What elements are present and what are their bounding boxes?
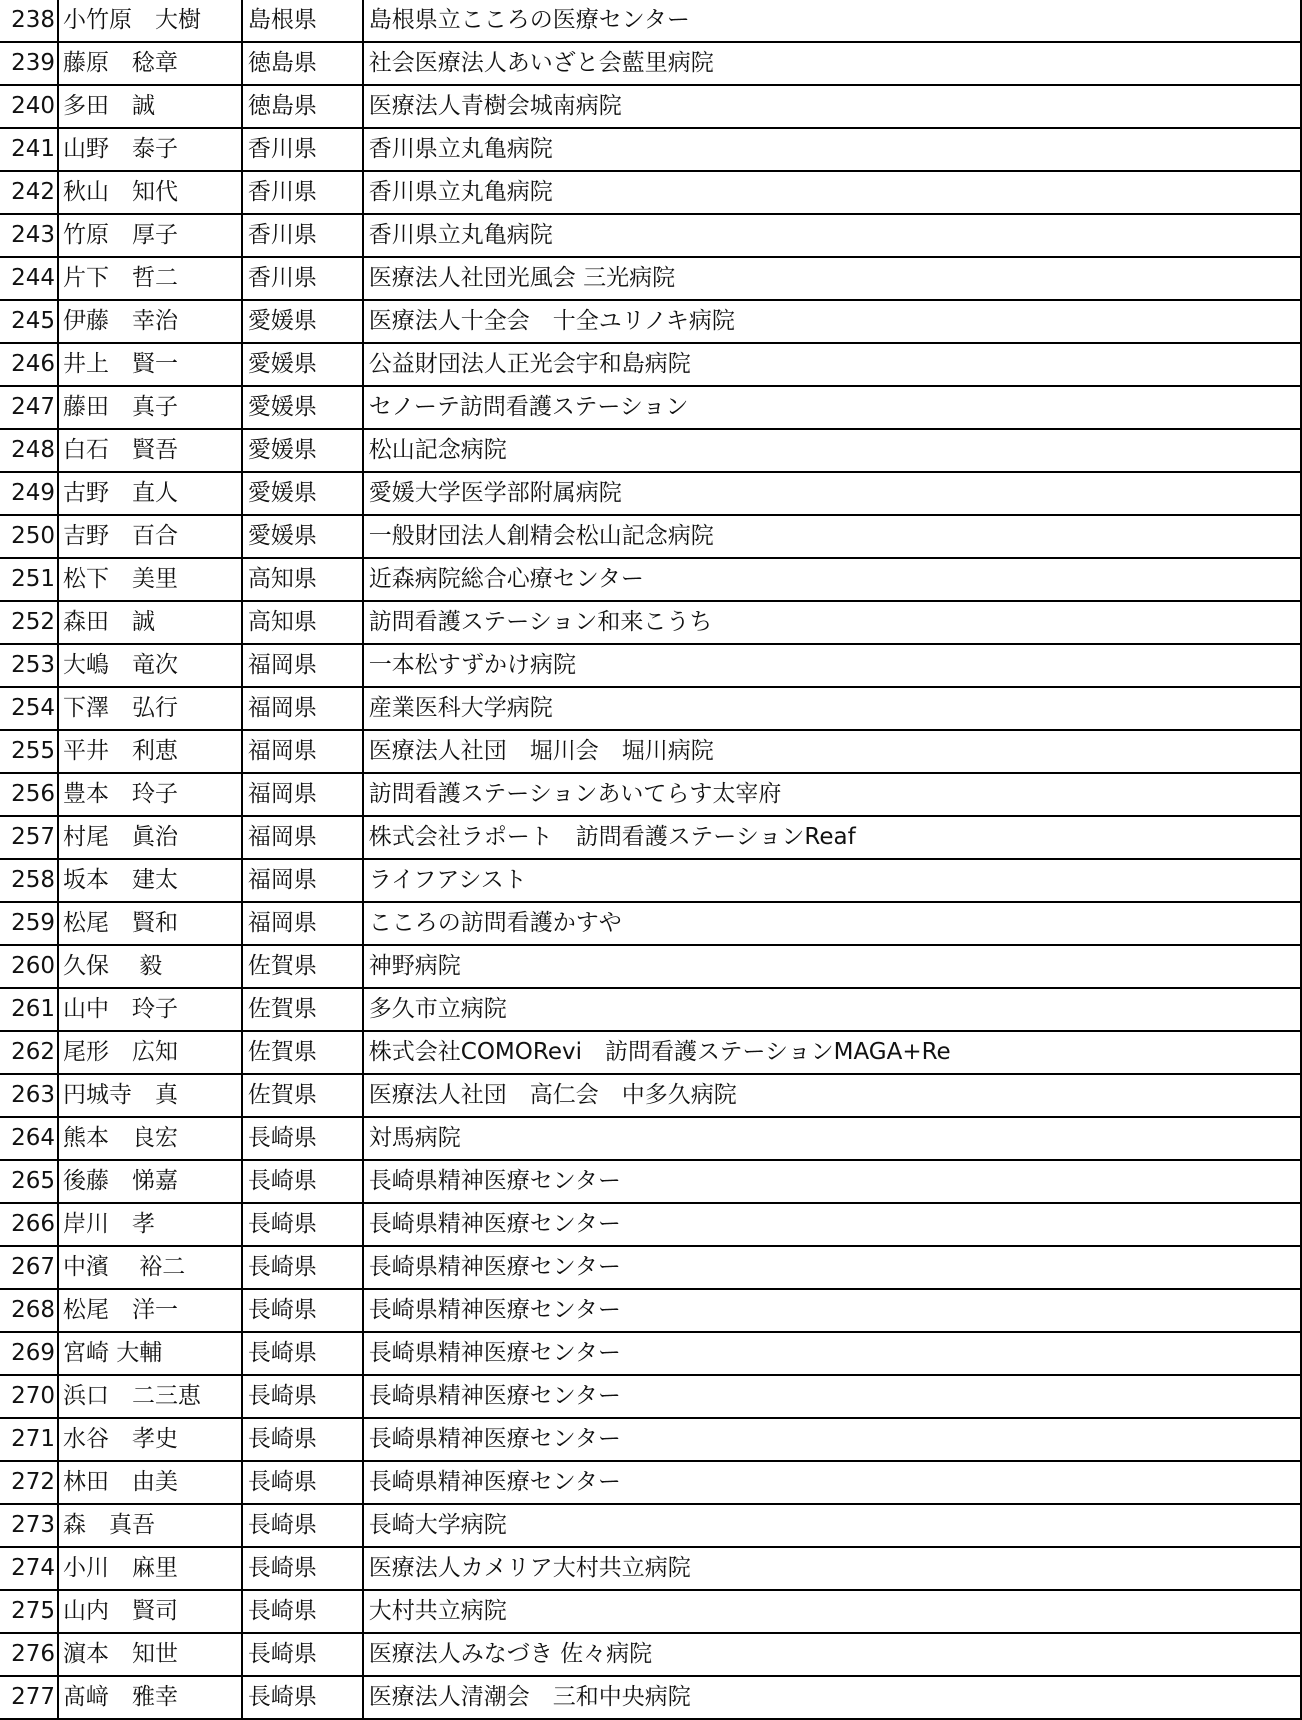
row-number-cell: 264 [0,1117,58,1160]
table-row [0,1246,1301,1289]
organization-cell: 株式会社COMORevi 訪問看護ステーションMAGA+Re [363,1031,1301,1074]
organization-cell: 長崎県精神医療センター [363,1289,1301,1332]
table-row [0,1504,1301,1547]
organization-cell: 松山記念病院 [363,429,1301,472]
name-cell: 宮崎 大輔 [58,1332,242,1375]
row-number-cell: 277 [0,1676,58,1719]
prefecture-cell: 福岡県 [242,644,363,687]
row-number-cell: 266 [0,1203,58,1246]
prefecture-cell: 愛媛県 [242,515,363,558]
row-number-cell: 276 [0,1633,58,1676]
table-row [0,1418,1301,1461]
prefecture-cell: 長崎県 [242,1160,363,1203]
prefecture-cell: 愛媛県 [242,386,363,429]
name-cell: 小川 麻里 [58,1547,242,1590]
table-row [0,214,1301,257]
organization-cell: 長崎県精神医療センター [363,1203,1301,1246]
row-number-cell: 238 [0,0,58,42]
table-row [0,42,1301,85]
row-number-cell: 270 [0,1375,58,1418]
organization-cell: 訪問看護ステーションあいてらす太宰府 [363,773,1301,816]
prefecture-cell: 香川県 [242,257,363,300]
table-row [0,1031,1301,1074]
prefecture-cell: 長崎県 [242,1547,363,1590]
name-cell: 白石 賢吾 [58,429,242,472]
table-row [0,300,1301,343]
prefecture-cell: 高知県 [242,558,363,601]
row-number-cell: 265 [0,1160,58,1203]
name-cell: 水谷 孝史 [58,1418,242,1461]
organization-cell: 長崎県精神医療センター [363,1461,1301,1504]
prefecture-cell: 長崎県 [242,1461,363,1504]
row-number-cell: 239 [0,42,58,85]
table-row [0,515,1301,558]
name-cell: 小竹原 大樹 [58,0,242,42]
row-number-cell: 257 [0,816,58,859]
name-cell: 多田 誠 [58,85,242,128]
table-row [0,945,1301,988]
organization-cell: 医療法人社団光風会 三光病院 [363,257,1301,300]
prefecture-cell: 徳島県 [242,85,363,128]
prefecture-cell: 長崎県 [242,1504,363,1547]
row-number-cell: 256 [0,773,58,816]
organization-cell: 長崎大学病院 [363,1504,1301,1547]
prefecture-cell: 長崎県 [242,1676,363,1719]
name-cell: 熊本 良宏 [58,1117,242,1160]
prefecture-cell: 長崎県 [242,1203,363,1246]
table-row [0,171,1301,214]
row-number-cell: 243 [0,214,58,257]
organization-cell: 医療法人社団 堀川会 堀川病院 [363,730,1301,773]
organization-cell: 医療法人社団 高仁会 中多久病院 [363,1074,1301,1117]
organization-cell: 香川県立丸亀病院 [363,171,1301,214]
organization-cell: ライフアシスト [363,859,1301,902]
prefecture-cell: 長崎県 [242,1633,363,1676]
row-number-cell: 252 [0,601,58,644]
organization-cell: 香川県立丸亀病院 [363,214,1301,257]
prefecture-cell: 福岡県 [242,773,363,816]
organization-cell: 一本松すずかけ病院 [363,644,1301,687]
row-number-cell: 245 [0,300,58,343]
organization-cell: 株式会社ラポート 訪問看護ステーションReaf [363,816,1301,859]
prefecture-cell: 佐賀県 [242,1074,363,1117]
organization-cell: 対馬病院 [363,1117,1301,1160]
organization-cell: 医療法人カメリア大村共立病院 [363,1547,1301,1590]
name-cell: 下澤 弘行 [58,687,242,730]
row-number-cell: 271 [0,1418,58,1461]
table-row [0,1547,1301,1590]
row-number-cell: 263 [0,1074,58,1117]
organization-cell: 長崎県精神医療センター [363,1375,1301,1418]
name-cell: 井上 賢一 [58,343,242,386]
name-cell: 松下 美里 [58,558,242,601]
prefecture-cell: 福岡県 [242,730,363,773]
row-number-cell: 248 [0,429,58,472]
name-cell: 山中 玲子 [58,988,242,1031]
table-row [0,1203,1301,1246]
name-cell: 尾形 広知 [58,1031,242,1074]
name-cell: 古野 直人 [58,472,242,515]
name-cell: 松尾 洋一 [58,1289,242,1332]
organization-cell: 長崎県精神医療センター [363,1246,1301,1289]
prefecture-cell: 福岡県 [242,687,363,730]
organization-cell: 長崎県精神医療センター [363,1160,1301,1203]
table-row [0,988,1301,1031]
name-cell: 岸川 孝 [58,1203,242,1246]
prefecture-cell: 愛媛県 [242,300,363,343]
prefecture-cell: 長崎県 [242,1590,363,1633]
prefecture-cell: 長崎県 [242,1289,363,1332]
table-row [0,1461,1301,1504]
name-cell: 濵本 知世 [58,1633,242,1676]
row-number-cell: 269 [0,1332,58,1375]
table-row [0,1332,1301,1375]
row-number-cell: 244 [0,257,58,300]
row-number-cell: 259 [0,902,58,945]
table-row [0,644,1301,687]
name-cell: 中濱 裕二 [58,1246,242,1289]
row-number-cell: 274 [0,1547,58,1590]
row-number-cell: 258 [0,859,58,902]
name-cell: 浜口 二三恵 [58,1375,242,1418]
prefecture-cell: 長崎県 [242,1117,363,1160]
name-cell: 林田 由美 [58,1461,242,1504]
name-cell: 片下 哲二 [58,257,242,300]
organization-cell: 一般財団法人創精会松山記念病院 [363,515,1301,558]
prefecture-cell: 長崎県 [242,1418,363,1461]
row-number-cell: 251 [0,558,58,601]
name-cell: 秋山 知代 [58,171,242,214]
table-row [0,859,1301,902]
name-cell: 竹原 厚子 [58,214,242,257]
table-row [0,687,1301,730]
table-row [0,386,1301,429]
prefecture-cell: 長崎県 [242,1375,363,1418]
row-number-cell: 262 [0,1031,58,1074]
name-cell: 髙﨑 雅幸 [58,1676,242,1719]
row-number-cell: 246 [0,343,58,386]
row-number-cell: 268 [0,1289,58,1332]
prefecture-cell: 高知県 [242,601,363,644]
row-number-cell: 255 [0,730,58,773]
organization-cell: 多久市立病院 [363,988,1301,1031]
table-row [0,902,1301,945]
table-row [0,816,1301,859]
row-number-cell: 254 [0,687,58,730]
name-cell: 坂本 建太 [58,859,242,902]
organization-cell: 社会医療法人あいざと会藍里病院 [363,42,1301,85]
organization-cell: こころの訪問看護かすや [363,902,1301,945]
table-row [0,1160,1301,1203]
table-row [0,601,1301,644]
table-row [0,0,1301,42]
name-cell: 藤原 稔章 [58,42,242,85]
table-row [0,1633,1301,1676]
table-row [0,730,1301,773]
table-row [0,558,1301,601]
row-number-cell: 250 [0,515,58,558]
row-number-cell: 249 [0,472,58,515]
prefecture-cell: 福岡県 [242,902,363,945]
table-row [0,1375,1301,1418]
name-cell: 豊本 玲子 [58,773,242,816]
organization-cell: 香川県立丸亀病院 [363,128,1301,171]
table-row [0,257,1301,300]
prefecture-cell: 愛媛県 [242,343,363,386]
table-row [0,128,1301,171]
row-number-cell: 260 [0,945,58,988]
table-row [0,343,1301,386]
name-cell: 森 真吾 [58,1504,242,1547]
prefecture-cell: 佐賀県 [242,945,363,988]
name-cell: 山野 泰子 [58,128,242,171]
prefecture-cell: 香川県 [242,171,363,214]
row-number-cell: 240 [0,85,58,128]
organization-cell: 医療法人十全会 十全ユリノキ病院 [363,300,1301,343]
prefecture-cell: 福岡県 [242,816,363,859]
organization-cell: 医療法人清潮会 三和中央病院 [363,1676,1301,1719]
organization-cell: 訪問看護ステーション和来こうち [363,601,1301,644]
table-row [0,1289,1301,1332]
table-row [0,1117,1301,1160]
organization-cell: 公益財団法人正光会宇和島病院 [363,343,1301,386]
name-cell: 大嶋 竜次 [58,644,242,687]
row-number-cell: 272 [0,1461,58,1504]
organization-cell: 長崎県精神医療センター [363,1418,1301,1461]
row-number-cell: 261 [0,988,58,1031]
table-row [0,1676,1301,1719]
row-number-cell: 242 [0,171,58,214]
row-number-cell: 273 [0,1504,58,1547]
table-row [0,472,1301,515]
table-row [0,1074,1301,1117]
name-cell: 円城寺 真 [58,1074,242,1117]
organization-cell: 愛媛大学医学部附属病院 [363,472,1301,515]
organization-cell: 長崎県精神医療センター [363,1332,1301,1375]
prefecture-cell: 香川県 [242,128,363,171]
prefecture-cell: 長崎県 [242,1246,363,1289]
prefecture-cell: 愛媛県 [242,472,363,515]
table-row [0,773,1301,816]
organization-cell: 医療法人青樹会城南病院 [363,85,1301,128]
organization-cell: 大村共立病院 [363,1590,1301,1633]
name-cell: 藤田 真子 [58,386,242,429]
organization-cell: 神野病院 [363,945,1301,988]
prefecture-cell: 島根県 [242,0,363,42]
name-cell: 後藤 悌嘉 [58,1160,242,1203]
organization-cell: 島根県立こころの医療センター [363,0,1301,42]
row-number-cell: 253 [0,644,58,687]
name-cell: 森田 誠 [58,601,242,644]
row-number-cell: 267 [0,1246,58,1289]
name-cell: 村尾 眞治 [58,816,242,859]
prefecture-cell: 徳島県 [242,42,363,85]
row-number-cell: 247 [0,386,58,429]
table-row [0,1590,1301,1633]
table-row [0,85,1301,128]
name-cell: 久保 毅 [58,945,242,988]
row-number-cell: 241 [0,128,58,171]
prefecture-cell: 佐賀県 [242,988,363,1031]
name-cell: 山内 賢司 [58,1590,242,1633]
name-cell: 平井 利恵 [58,730,242,773]
name-cell: 松尾 賢和 [58,902,242,945]
organization-cell: 医療法人みなづき 佐々病院 [363,1633,1301,1676]
name-cell: 伊藤 幸治 [58,300,242,343]
prefecture-cell: 佐賀県 [242,1031,363,1074]
organization-cell: 近森病院総合心療センター [363,558,1301,601]
prefecture-cell: 長崎県 [242,1332,363,1375]
prefecture-cell: 香川県 [242,214,363,257]
organization-cell: セノーテ訪問看護ステーション [363,386,1301,429]
prefecture-cell: 福岡県 [242,859,363,902]
prefecture-cell: 愛媛県 [242,429,363,472]
table-row [0,429,1301,472]
organization-cell: 産業医科大学病院 [363,687,1301,730]
row-number-cell: 275 [0,1590,58,1633]
name-cell: 吉野 百合 [58,515,242,558]
